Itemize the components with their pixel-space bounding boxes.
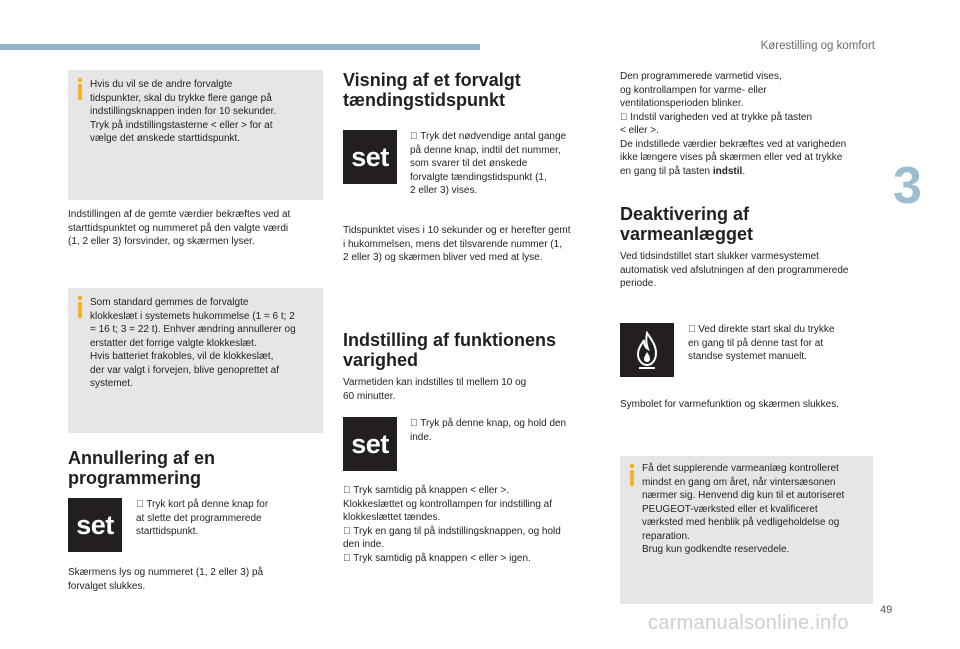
set-key-name: indstil <box>712 165 743 177</box>
paragraph-duration-shown <box>620 70 882 178</box>
info-icon <box>78 302 82 318</box>
duration-text: Den programmerede varmetid vises, og kontrollampen for varme- eller ventilationsperioden blinker. Indstil varigheden ved at trykke på tasten < eller >. De indstillede værdier bekræftes ved at varigheden ikke længere vises på skærmen eller ved at trykke en gang til på tasten <box>620 71 847 177</box>
info-icon-dot <box>78 296 82 300</box>
watermark: carmanualsonline.info <box>648 612 849 634</box>
info-box-maintenance <box>620 456 873 604</box>
info-box-other-times <box>68 70 323 200</box>
info-icon-dot <box>78 78 82 82</box>
heading-show-preset: Visning af et forvalgt tændingstidspunkt <box>343 70 521 110</box>
bullet-manual-stop: Ved direkte start skal du trykke en gang til på denne tast for at standse systemet manuelt. <box>688 324 825 362</box>
section-title: Kørestilling og komfort <box>760 40 875 52</box>
paragraph-confirm-settings: Indstillingen af de gemte værdier bekræftes ved at starttidspunktet og nummeret på den valgte værdi (1, 2 eller 3) forsvinder, og skærmen lyser. <box>68 209 291 247</box>
page-number: 49 <box>880 604 893 616</box>
chapter-number: 3 <box>893 157 922 215</box>
info-box-default-times <box>68 288 323 433</box>
bullet-press-times: Tryk det nødvendige antal gange på denne knap, indtil det nummer, som svarer til det ønskede forvalgte tændingstidspunkt (1, 2 eller 3) vises. <box>410 131 561 196</box>
paragraph-duration-steps: Tryk samtidig på knappen < eller >. Klokkeslættet og kontrollampen for indstilling af klokkeslættet tændes. Tryk en gang til på indstillingsknappen, og hold den inde. Tryk samtidig på knappen < eller > igen. <box>343 485 552 564</box>
heading-deactivate-heating: Deaktivering af varmeanlægget <box>620 204 754 244</box>
set-button-icon: set <box>68 498 122 552</box>
info-icon <box>630 470 634 486</box>
paragraph-auto-off: Ved tidsindstillet start slukker varmesystemet automatisk ved afslutningen af den programmerede periode. <box>620 251 849 289</box>
info-text: Få det supplerende varmeanlæg kontrolleret mindst en gang om året, når vintersæsonen nærmer sig. Henvend dig kun til et autoriseret PEUGEOT-værksted eller et kvalificeret værksted med henblik på vedligeholdelse og reparation. Brug kun godkendte reservedele. <box>642 463 845 555</box>
info-text: Hvis du vil se de andre forvalgte tidspunkter, skal du trykke flere gange på indstillingsknappen inden for 10 sekunder. Tryk på indstillingstasterne < eller > for at vælge det ønskede starttidspunkt. <box>90 79 277 144</box>
heading-cancel-programming: Annullering af en programmering <box>68 448 216 488</box>
paragraph-symbol-off: Symbolet for varmefunktion og skærmen slukkes. <box>620 399 839 410</box>
header-accent-bar <box>0 44 480 50</box>
paragraph-heating-time: Varmetiden kan indstilles til mellem 10 og 60 minutter. <box>343 377 527 402</box>
paragraph-display-off: Skærmens lys og nummeret (1, 2 eller 3) på forvalget slukkes. <box>68 567 264 592</box>
bullet-press-hold: Tryk på denne knap, og hold den inde. <box>410 418 556 443</box>
info-icon <box>78 84 82 100</box>
paragraph-time-shown: Tidspunktet vises i 10 sekunder og er herefter gemt i hukommelsen, mens det tilsvarende nummer (1, 2 eller 3) og skærmen bliver ved med at lyse. <box>343 225 571 263</box>
info-icon-dot <box>630 464 634 468</box>
heating-flame-icon <box>620 323 674 377</box>
info-text: Som standard gemmes de forvalgte klokkeslæt i systemets hukommelse (1 = 6 t; 2 = 16 t; 3 = 22 t). Enhver ændring annullerer og erstatter det forrige valgte klokkeslæt. Hvis batteriet frakobles, vil de klokkeslæt, der var valgt i forvejen, blive genoprettet af systemet. <box>90 297 296 389</box>
set-button-icon: set <box>343 417 397 471</box>
heading-set-duration: Indstilling af funktionens varighed <box>343 330 556 370</box>
bullet-cancel: Tryk kort på denne knap for at slette det programmerede starttidspunkt. <box>136 499 262 537</box>
duration-text-end: . <box>742 165 746 177</box>
set-button-icon: set <box>343 130 397 184</box>
flame-icon <box>632 330 662 370</box>
